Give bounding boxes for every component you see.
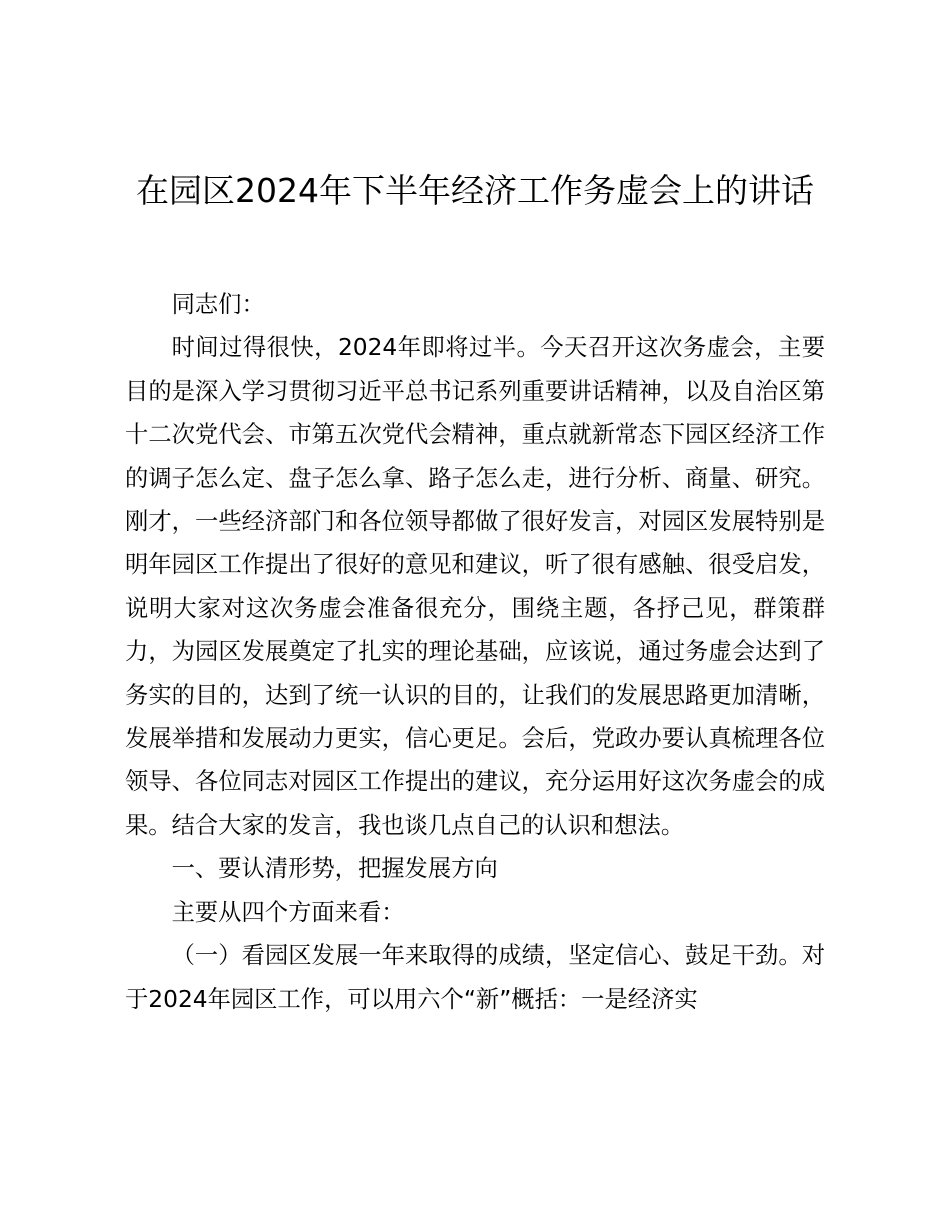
document-body [125, 283, 825, 1021]
subsection-paragraph: （一）看园区发展一年来取得的成绩，坚定信心、鼓足干劲。对于2024年园区工作，可以用六个“新”概括：一是经济实 [125, 942, 825, 1013]
section-intro-paragraph: 主要从四个方面来看： [171, 898, 405, 926]
intro-paragraph: 时间过得很快，2024年即将过半。今天召开这次务虚会，主要目的是深入学习贯彻习近平总书记系列重要讲话精神，以及自治区第十二次党代会、市第五次党代会精神，重点就新常态下园区经济工作的调子怎么定、盘子怎么拿、路子怎么走，进行分析、商量、研究。刚才，一些经济部门和各位领导都做了很好发言，对园区发展特别是明年园区工作提出了很好的意见和建议，听了很有感触、很受启发，说明大家对这次务虚会准备很充分，围绕主题，各抒己见，群策群力，为园区发展奠定了扎实的理论基础，应该说，通过务虚会达到了务实的目的，达到了统一认识的目的，让我们的发展思路更加清晰，发展举措和发展动力更实，信心更足。会后，党政办要认真梳理各位领导、各位同志对园区工作提出的建议，充分运用好这次务虚会的成果。结合大家的发言，我也谈几点自己的认识和想法。 [125, 334, 825, 839]
document-title: 在园区2024年下半年经济工作务虚会上的讲话 [136, 171, 814, 210]
section-heading: 一、要认清形势，把握发展方向 [171, 855, 498, 883]
salutation-paragraph: 同志们： [171, 291, 265, 318]
